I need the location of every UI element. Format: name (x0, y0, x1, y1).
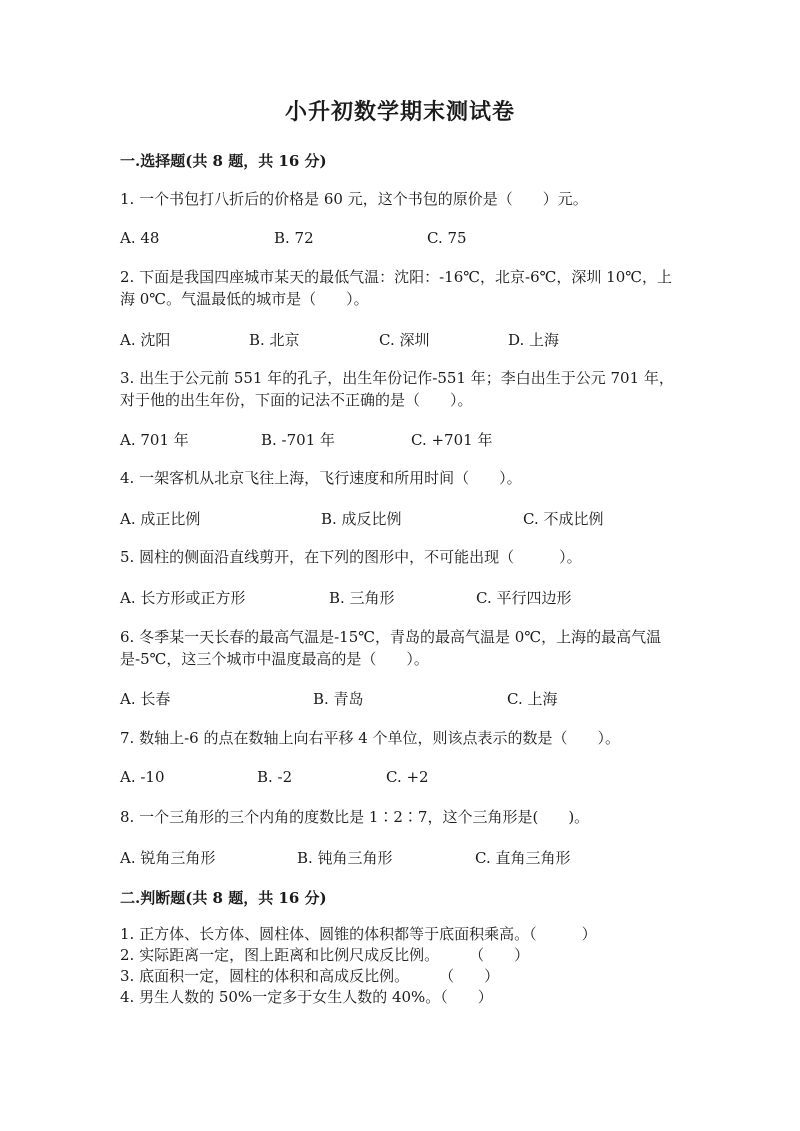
question-6-option-b: B. 青岛 (313, 690, 364, 708)
question-4-option-a: A. 成正比例 (120, 510, 201, 528)
judgement-item-1: 1. 正方体、长方体、圆柱体、圆锥的体积都等于底面积乘高。（ ） (120, 925, 597, 943)
section-heading-judgement: 二.判断题(共 8 题，共 16 分) (120, 889, 327, 907)
question-2-stem: 2. 下面是我国四座城市某天的最低气温：沈阳：-16℃，北京-6℃，深圳 10℃，上海 0℃。气温最低的城市是（ ）。 (120, 268, 673, 308)
section-heading-choice: 一.选择题(共 8 题，共 16 分) (120, 152, 327, 170)
question-3-stem: 3. 出生于公元前 551 年的孔子，出生年份记作-551 年；李白出生于公元 701 年，对于他的出生年份，下面的记法不正确的是（ ）。 (120, 369, 674, 409)
question-2-option-b: B. 北京 (249, 331, 300, 349)
question-8-option-a: A. 锐角三角形 (120, 849, 216, 867)
question-4-option-c: C. 不成比例 (523, 510, 604, 528)
question-2-option-a: A. 沈阳 (120, 331, 171, 349)
question-2-option-c: C. 深圳 (379, 331, 430, 349)
question-7-option-b: B. -2 (257, 768, 293, 786)
question-6-option-c: C. 上海 (507, 690, 558, 708)
question-5-option-a: A. 长方形或正方形 (120, 589, 246, 607)
question-8-option-b: B. 钝角三角形 (297, 849, 393, 867)
question-7-option-a: A. -10 (120, 768, 165, 786)
question-8-stem: 8. 一个三角形的三个内角的度数比是 1∶2∶7，这个三角形是( )。 (120, 808, 590, 826)
question-8-option-c: C. 直角三角形 (475, 849, 571, 867)
question-4-option-b: B. 成反比例 (321, 510, 402, 528)
question-5-option-b: B. 三角形 (329, 589, 395, 607)
question-7-stem: 7. 数轴上-6 的点在数轴上向右平移 4 个单位，则该点表示的数是（ ）。 (120, 729, 621, 747)
question-1-option-c: C. 75 (427, 229, 467, 247)
page-title: 小升初数学期末测试卷 (284, 99, 515, 125)
question-1-option-a: A. 48 (120, 229, 160, 247)
question-5-stem: 5. 圆柱的侧面沿直线剪开，在下列的图形中，不可能出现（ ）。 (120, 548, 582, 566)
judgement-item-2: 2. 实际距离一定，图上距离和比例尺成反比例。 （ ） (120, 946, 530, 964)
question-6-option-a: A. 长春 (120, 690, 171, 708)
judgement-item-3: 3. 底面积一定，圆柱的体积和高成反比例。 （ ） (120, 967, 500, 985)
question-6-stem: 6. 冬季某一天长春的最高气温是-15℃，青岛的最高气温是 0℃，上海的最高气温是-5℃，这三个城市中温度最高的是（ ）。 (120, 628, 662, 668)
question-1-option-b: B. 72 (274, 229, 314, 247)
judgement-item-4: 4. 男生人数的 50%一定多于女生人数的 40%。（ ） (120, 988, 493, 1006)
question-1-stem: 1. 一个书包打八折后的价格是 60 元，这个书包的原价是（ ）元。 (120, 190, 588, 208)
question-3-option-b: B. -701 年 (261, 431, 336, 449)
question-5-option-c: C. 平行四边形 (476, 589, 572, 607)
question-3-option-c: C. +701 年 (411, 431, 493, 449)
question-3-option-a: A. 701 年 (120, 431, 189, 449)
question-7-option-c: C. +2 (386, 768, 429, 786)
question-4-stem: 4. 一架客机从北京飞往上海，飞行速度和所用时间（ ）。 (120, 469, 522, 487)
question-2-option-d: D. 上海 (508, 331, 560, 349)
